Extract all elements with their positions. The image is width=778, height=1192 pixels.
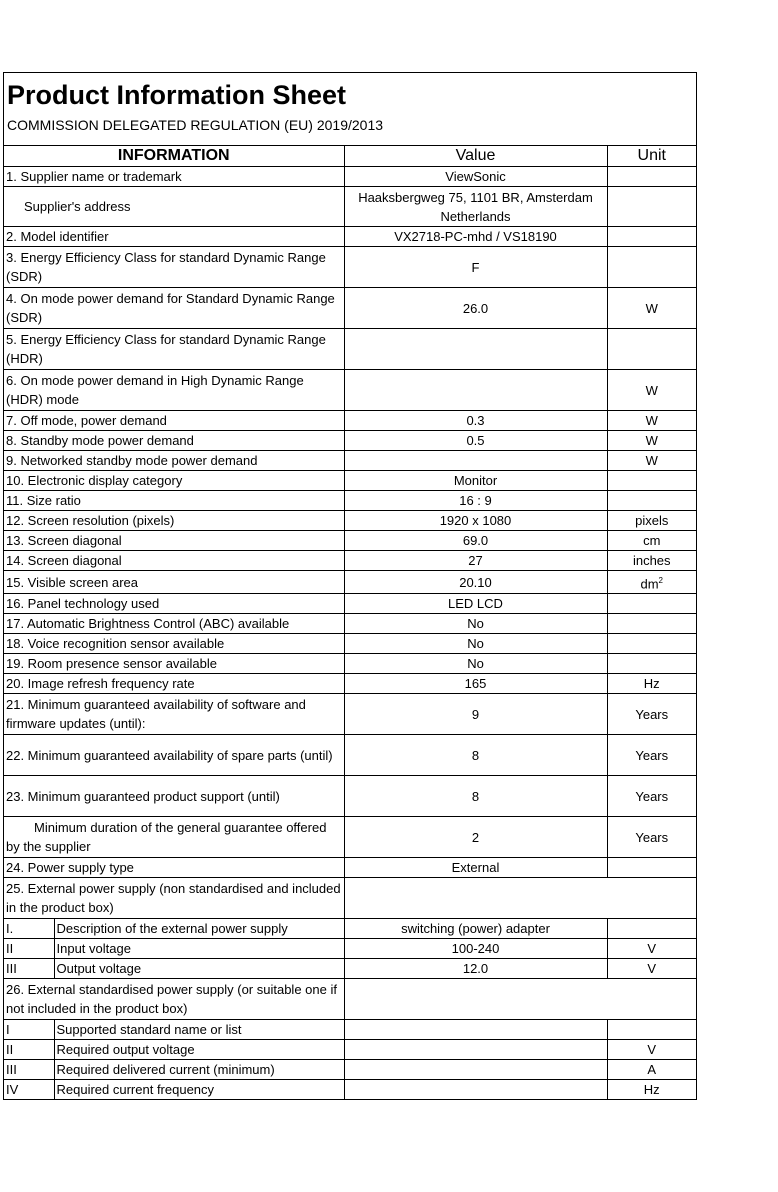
- row-unit: [607, 471, 696, 491]
- row-unit: [607, 227, 696, 247]
- sub-item-label: Required output voltage: [54, 1040, 344, 1060]
- row-label: 6. On mode power demand in High Dynamic Range (HDR) mode: [4, 370, 344, 411]
- row-value: 69.0: [344, 531, 607, 551]
- sub-item-value: 100-240: [344, 939, 607, 959]
- row-unit: [607, 614, 696, 634]
- row-label: 12. Screen resolution (pixels): [4, 511, 344, 531]
- row-unit: [607, 491, 696, 511]
- row-value: 0.5: [344, 431, 607, 451]
- row-unit: [607, 634, 696, 654]
- row-unit: [607, 858, 696, 878]
- table-row: [4, 551, 696, 571]
- row-value: 27: [344, 551, 607, 571]
- table-row: [4, 1020, 696, 1040]
- row-unit: [607, 187, 696, 227]
- table-row: [4, 531, 696, 551]
- sub-item-label: Supported standard name or list: [54, 1020, 344, 1040]
- row-value: 16 : 9: [344, 491, 607, 511]
- section-25-label: 25. External power supply (non standardised and included in the product box): [4, 878, 344, 919]
- sub-item-label: Required delivered current (minimum): [54, 1060, 344, 1080]
- table-row: [4, 187, 696, 227]
- sub-item-unit: V: [607, 1040, 696, 1060]
- table-header-row: [4, 146, 696, 167]
- table-row: [4, 817, 696, 858]
- row-value: VX2718-PC-mhd / VS18190: [344, 227, 607, 247]
- sub-item-unit: V: [607, 959, 696, 979]
- sub-item-value: [344, 1040, 607, 1060]
- table-row: [4, 919, 696, 939]
- table-row: [4, 614, 696, 634]
- page-title: Product Information Sheet: [7, 80, 347, 110]
- row-unit: cm: [607, 531, 696, 551]
- row-label: 9. Networked standby mode power demand: [4, 451, 344, 471]
- row-label: 20. Image refresh frequency rate: [4, 674, 344, 694]
- table-row: [4, 329, 696, 370]
- row-value: 26.0: [344, 288, 607, 329]
- row-unit: Years: [607, 817, 696, 858]
- row-unit: [607, 167, 696, 187]
- row-value: [344, 451, 607, 471]
- row-value: [344, 370, 607, 411]
- table-row: [4, 959, 696, 979]
- table-row: [4, 571, 696, 594]
- row-label: 23. Minimum guaranteed product support (until): [4, 776, 344, 817]
- row-label: 17. Automatic Brightness Control (ABC) available: [4, 614, 344, 634]
- table-row: [4, 735, 696, 776]
- table-row: [4, 1060, 696, 1080]
- row-label: 5. Energy Efficiency Class for standard Dynamic Range (HDR): [4, 329, 344, 370]
- table-row: [4, 694, 696, 735]
- row-value: 9: [344, 694, 607, 735]
- row-unit: inches: [607, 551, 696, 571]
- row-unit: [607, 247, 696, 288]
- row-unit: [607, 329, 696, 370]
- table-row: [4, 1040, 696, 1060]
- table-row: [4, 370, 696, 411]
- table-row: [4, 451, 696, 471]
- sub-item-label: Description of the external power supply: [54, 919, 344, 939]
- row-label: 24. Power supply type: [4, 858, 344, 878]
- row-label: 7. Off mode, power demand: [4, 411, 344, 431]
- roman-numeral: I.: [4, 919, 54, 939]
- row-label: 19. Room presence sensor available: [4, 654, 344, 674]
- row-value: No: [344, 634, 607, 654]
- row-unit: Hz: [607, 674, 696, 694]
- sub-item-label: Input voltage: [54, 939, 344, 959]
- row-unit: Years: [607, 694, 696, 735]
- header-value: Value: [344, 146, 607, 167]
- section-26-label: 26. External standardised power supply (or suitable one if not included in the product box): [4, 979, 344, 1020]
- row-label: 1. Supplier name or trademark: [4, 167, 344, 187]
- roman-numeral: II: [4, 939, 54, 959]
- row-label: 4. On mode power demand for Standard Dynamic Range (SDR): [4, 288, 344, 329]
- row-label: 22. Minimum guaranteed availability of spare parts (until): [4, 735, 344, 776]
- section-25-empty: [344, 878, 696, 919]
- sub-item-value: [344, 1080, 607, 1100]
- row-value: ViewSonic: [344, 167, 607, 187]
- row-value: [344, 329, 607, 370]
- table-row: [4, 858, 696, 878]
- sub-item-unit: Hz: [607, 1080, 696, 1100]
- row-unit: W: [607, 451, 696, 471]
- row-value: F: [344, 247, 607, 288]
- table-row: [4, 654, 696, 674]
- row-unit: [607, 594, 696, 614]
- sub-item-unit: [607, 1020, 696, 1040]
- row-label: 2. Model identifier: [4, 227, 344, 247]
- title-box: [4, 73, 696, 146]
- table-row: [4, 1080, 696, 1100]
- row-value: 8: [344, 735, 607, 776]
- row-label: 18. Voice recognition sensor available: [4, 634, 344, 654]
- row-unit: W: [607, 288, 696, 329]
- row-label: 14. Screen diagonal: [4, 551, 344, 571]
- section-26-header: [4, 979, 696, 1020]
- table-row: [4, 776, 696, 817]
- table-row: [4, 939, 696, 959]
- row-unit: W: [607, 411, 696, 431]
- regulation-subtitle: COMMISSION DELEGATED REGULATION (EU) 2019/2013: [7, 117, 384, 133]
- sub-item-label: Required current frequency: [54, 1080, 344, 1100]
- row-label: Supplier's address: [4, 187, 344, 227]
- sub-item-value: [344, 1060, 607, 1080]
- info-table: [4, 146, 696, 1099]
- row-value: Monitor: [344, 471, 607, 491]
- section-26-empty: [344, 979, 696, 1020]
- row-value: 20.10: [344, 571, 607, 594]
- table-row: [4, 491, 696, 511]
- row-label: Minimum duration of the general guarantee offered by the supplier: [4, 817, 344, 858]
- header-unit: Unit: [607, 146, 696, 167]
- table-row: [4, 634, 696, 654]
- row-label: 13. Screen diagonal: [4, 531, 344, 551]
- roman-numeral: I: [4, 1020, 54, 1040]
- table-row: [4, 511, 696, 531]
- table-row: [4, 411, 696, 431]
- unit-base: dm: [640, 576, 659, 592]
- header-information: INFORMATION: [4, 146, 344, 167]
- table-row: [4, 167, 696, 187]
- row-value: 2: [344, 817, 607, 858]
- roman-numeral: II: [4, 1040, 54, 1060]
- table-row: [4, 288, 696, 329]
- table-row: [4, 594, 696, 614]
- row-unit: Years: [607, 735, 696, 776]
- row-label: 11. Size ratio: [4, 491, 344, 511]
- table-row: [4, 674, 696, 694]
- sub-item-unit: [607, 919, 696, 939]
- row-label: 10. Electronic display category: [4, 471, 344, 491]
- row-value: 8: [344, 776, 607, 817]
- row-unit: Years: [607, 776, 696, 817]
- product-information-sheet: [3, 72, 697, 1100]
- row-value: No: [344, 654, 607, 674]
- section-25-header: [4, 878, 696, 919]
- sub-item-value: [344, 1020, 607, 1040]
- sub-item-value: switching (power) adapter: [344, 919, 607, 939]
- roman-numeral: III: [4, 959, 54, 979]
- row-value: 165: [344, 674, 607, 694]
- table-row: [4, 431, 696, 451]
- row-value: Haaksbergweg 75, 1101 BR, Amsterdam Netherlands: [344, 187, 607, 227]
- row-value: No: [344, 614, 607, 634]
- row-value: 1920 x 1080: [344, 511, 607, 531]
- row-value: External: [344, 858, 607, 878]
- row-unit: pixels: [607, 511, 696, 531]
- row-label: 16. Panel technology used: [4, 594, 344, 614]
- sub-item-unit: A: [607, 1060, 696, 1080]
- row-value: 0.3: [344, 411, 607, 431]
- row-label: 21. Minimum guaranteed availability of software and firmware updates (until):: [4, 694, 344, 735]
- row-unit: W: [607, 431, 696, 451]
- table-row: [4, 247, 696, 288]
- row-label: 15. Visible screen area: [4, 571, 344, 594]
- roman-numeral: III: [4, 1060, 54, 1080]
- roman-numeral: IV: [4, 1080, 54, 1100]
- unit-superscript: 2: [658, 576, 663, 585]
- sub-item-label: Output voltage: [54, 959, 344, 979]
- table-row: [4, 227, 696, 247]
- row-value: LED LCD: [344, 594, 607, 614]
- row-label: 3. Energy Efficiency Class for standard Dynamic Range (SDR): [4, 247, 344, 288]
- row-label: 8. Standby mode power demand: [4, 431, 344, 451]
- row-unit: [607, 654, 696, 674]
- sub-item-value: 12.0: [344, 959, 607, 979]
- sub-item-unit: V: [607, 939, 696, 959]
- row-unit: [607, 571, 696, 594]
- row-unit: W: [607, 370, 696, 411]
- table-row: [4, 471, 696, 491]
